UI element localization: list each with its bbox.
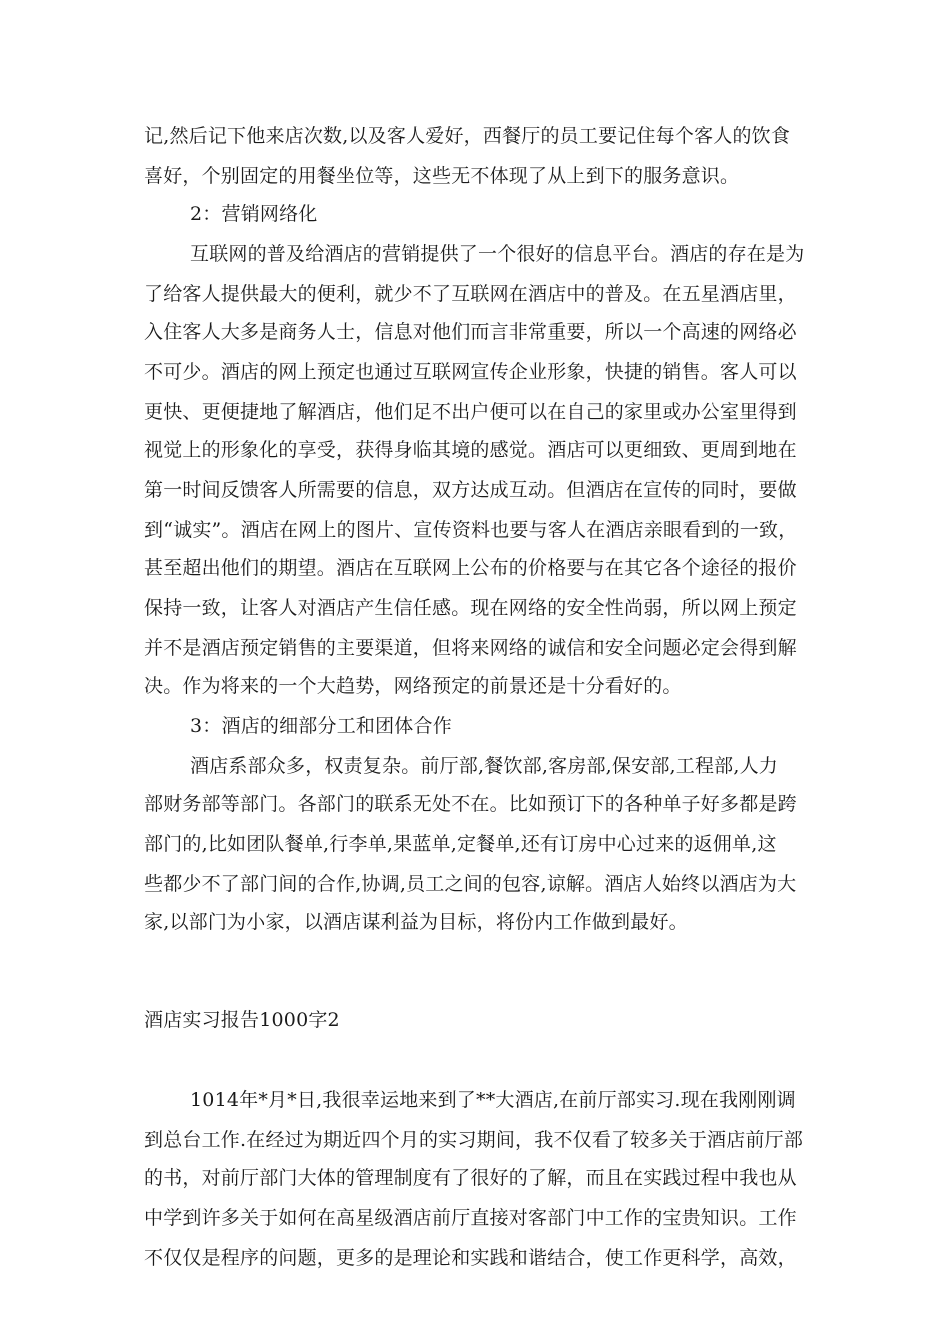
text-line: 喜好，个别固定的用餐坐位等，这些无不体现了从上到下的服务意识。 [144,165,740,187]
text-line: 部财务部等部门。各部门的联系无处不在。比如预订下的各种单子好多都是跨 [144,793,797,815]
text-line: 保持一致，让客人对酒店产生信任感。现在网络的安全性尚弱，所以网上预定 [144,597,797,619]
text-line: 了给客人提供最大的便利，就少不了互联网在酒店中的普及。在五星酒店里， [144,283,797,305]
section-heading: 2：营销网络化 [190,203,318,225]
text-line: 不可少。酒店的网上预定也通过互联网宣传企业形象，快捷的销售。客人可以 [144,361,797,383]
text-line: 酒店系部众多，权责复杂。前厅部,餐饮部,客房部,保安部,工程部,人力 [190,755,778,777]
text-line: 中学到许多关于如何在高星级酒店前厅直接对客部门中工作的宝贵知识。工作 [144,1207,797,1229]
text-line: 并不是酒店预定销售的主要渠道，但将来网络的诚信和安全问题必定会得到解 [144,637,797,659]
text-line: 更快、更便捷地了解酒店，他们足不出户便可以在自己的家里或办公室里得到 [144,401,797,423]
text-line: 甚至超出他们的期望。酒店在互联网上公布的价格要与在其它各个途径的报价 [144,557,797,579]
text-line: 到“诚实”。酒店在网上的图片、宣传资料也要与客人在酒店亲眼看到的一致， [144,519,798,541]
text-line: 的书，对前厅部门大体的管理制度有了很好的了解，而且在实践过程中我也从 [144,1167,797,1189]
text-line: 视觉上的形象化的享受，获得身临其境的感觉。酒店可以更细致、更周到地在 [144,439,797,461]
report-title: 酒店实习报告1000字2 [144,1009,340,1031]
text-line: 到总台工作.在经过为期近四个月的实习期间，我不仅看了较多关于酒店前厅部 [144,1129,804,1151]
text-line: 入住客人大多是商务人士，信息对他们而言非常重要，所以一个高速的网络必 [144,321,797,343]
text-line: 不仅仅是程序的问题，更多的是理论和实践和谐结合，使工作更科学，高效， [144,1247,797,1269]
text-line: 第一时间反馈客人所需要的信息，双方达成互动。但酒店在宣传的同时，要做 [144,479,797,501]
text-line: 部门的,比如团队餐单,行李单,果蓝单,定餐单,还有订房中心过来的返佣单,这 [144,833,777,855]
text-line: 互联网的普及给酒店的营销提供了一个很好的信息平台。酒店的存在是为 [190,243,805,265]
text-line: 家,以部门为小家，以酒店谋利益为目标，将份内工作做到最好。 [144,911,688,933]
text-line: 1014年*月*日,我很幸运地来到了**大酒店,在前厅部实习.现在我刚刚调 [190,1089,796,1111]
section-heading: 3：酒店的细部分工和团体合作 [190,715,452,737]
text-line: 记,然后记下他来店次数,以及客人爱好，西餐厅的员工要记住每个客人的饮食 [144,125,791,147]
text-line: 决。作为将来的一个大趋势，网络预定的前景还是十分看好的。 [144,675,682,697]
text-line: 些都少不了部门间的合作,协调,员工之间的包容,谅解。酒店人始终以酒店为大 [144,873,797,895]
